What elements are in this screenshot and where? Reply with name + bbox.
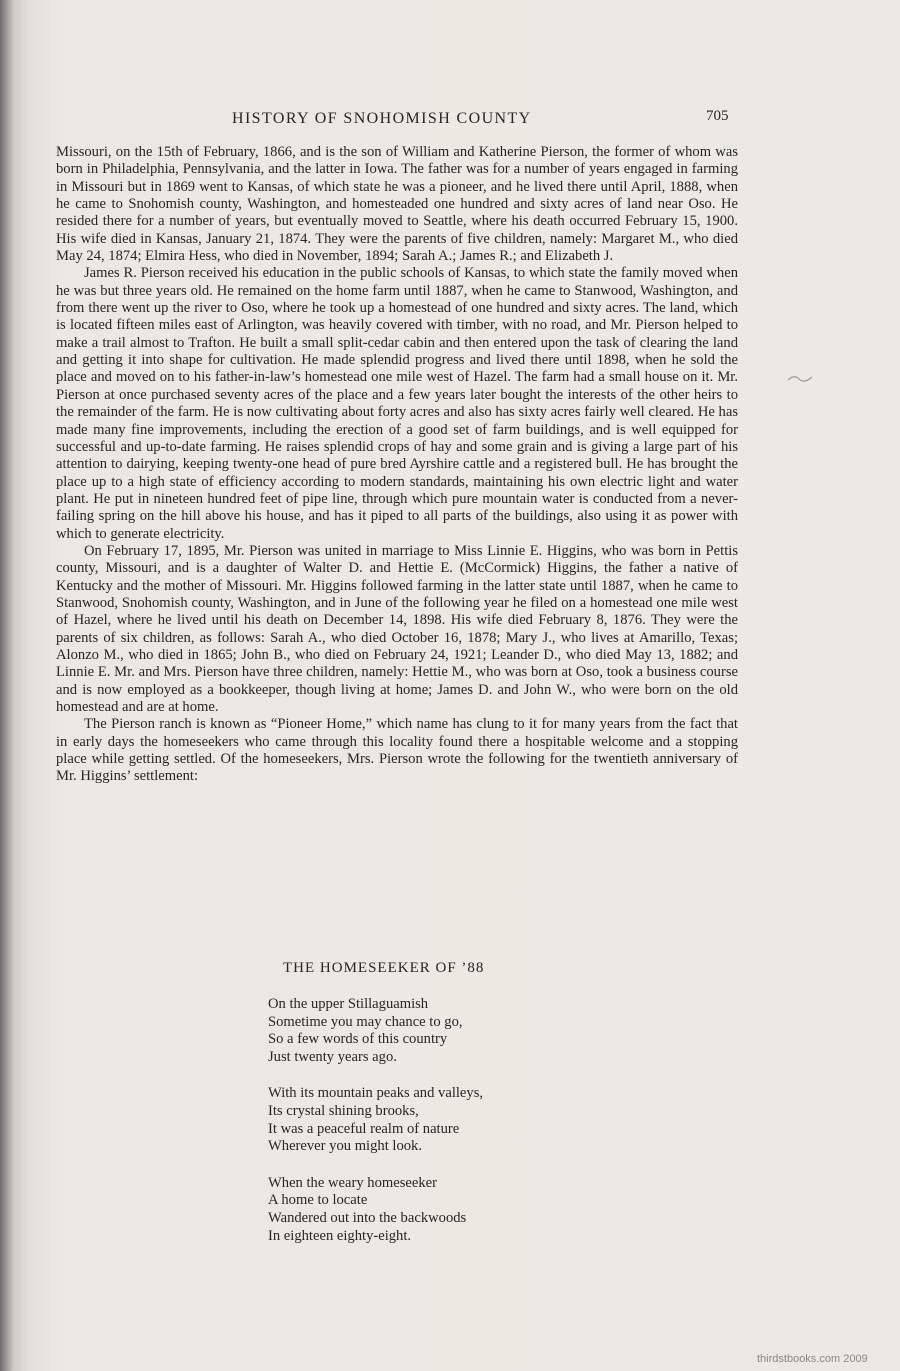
body-text: [56, 144, 738, 786]
paragraph-1: Missouri, on the 15th of February, 1866, and is the son of William and Katherine Pierson, the former of whom was born in Philadelphia, Pennsylvania, and the latter in Iowa. The father was for a number of years engaged in farming in Missouri but in 1869 went to Kansas, of which state he was a pioneer, and he lived there until April, 1888, when he came to Snohomish county, Washington, and homesteaded one hundred and sixty acres of land near Oso. He resided there for a number of years, but eventually moved to Seattle, where his death occurred February 15, 1900. His wife died in Kansas, January 21, 1874. They were the parents of five children, namely: Margaret M., who died May 24, 1874; Elmira Hess, who died in November, 1894; Sarah A.; James R.; and Elizabeth J.: [56, 144, 738, 265]
poem-line: When the weary homeseeker: [268, 1174, 437, 1191]
page-number: 705: [706, 108, 729, 124]
poem-line: With its mountain peaks and valleys,: [268, 1085, 484, 1102]
poem-line: Just twenty years ago.: [268, 1048, 397, 1065]
poem-title: THE HOMESEEKER OF ’88: [283, 960, 485, 976]
poem-line: Its crystal shining brooks,: [268, 1102, 419, 1119]
poem-line: So a few words of this country: [268, 1031, 448, 1048]
poem-stanza-2: [268, 1085, 598, 1155]
running-head-title: HISTORY OF SNOHOMISH COUNTY: [232, 110, 532, 127]
poem-line: Wandered out into the backwoods: [268, 1209, 467, 1226]
paragraph-2: James R. Pierson received his education in the public schools of Kansas, to which state the family moved when he was but three years old. He remained on the home farm until 1887, when he came to Stanwood, Washington, and from there went up the river to Oso, where he took up a homestead of one hundred and sixty acres. The land, which is located fifteen miles east of Arlington, was heavily covered with timber, with no road, and Mr. Pierson helped to make a trail almost to Trafton. He built a small split-cedar cabin and then entered upon the task of clearing the land and getting it into shape for cultivation. He made splendid progress and lived there until 1898, when he sold the place and moved on to his father-in-law’s homestead one mile west of Hazel. The farm had a small house on it. Mr. Pierson at once purchased seventy acres of the place and a few years later bought the interests of the other heirs to the remainder of the farm. He is now cultivating about forty acres and also has sixty acres fairly well cleared. He has made many fine improvements, including the erection of a good set of farm buildings, and is well equipped for successful and up-to-date farming. He raises splendid crops of hay and some grain and is giving a large part of his attention to dairying, keeping twenty-one head of pure bred Ayrshire cattle and a registered bull. He has brought the place up to a high state of efficiency according to modern standards, maintaining his own electric light and water plant. He put in nineteen hundred feet of pipe line, through which pure mountain water is conducted from a never-failing spring on the hill above his house, and has it piped to all parts of the buildings, also using it as power with which to generate electricity.: [56, 265, 738, 542]
watermark: thirdstbooks.com 2009: [757, 1353, 868, 1365]
poem-line: On the upper Stillaguamish: [268, 996, 429, 1012]
poem-stanza-3: [268, 1175, 598, 1245]
poem: [268, 996, 598, 1264]
poem-line: Wherever you might look.: [268, 1138, 423, 1155]
paragraph-3: On February 17, 1895, Mr. Pierson was united in marriage to Miss Linnie E. Higgins, who was born in Pettis county, Missouri, and is a daughter of Walter D. and Hettie E. (McCormick) Higgins, the father a native of Kentucky and the mother of Missouri. Mr. Higgins followed farming in the latter state until 1887, when he came to Stanwood, Snohomish county, Washington, and in June of the following year he filed on a homestead one mile west of Hazel, where he lived until his death on December 14, 1898. His wife died February 8, 1876. They were the parents of six children, as follows: Sarah A., who died October 16, 1878; Mary J., who lives at Amarillo, Texas; Alonzo M., who died in 1865; John B., who died on February 24, 1921; Leander D., who died May 13, 1882; and Linnie E. Mr. and Mrs. Pierson have three children, namely: Hettie M., who was born at Oso, took a business course and is now employed as a bookkeeper, though living at home; James D. and John W., who were born on the old homestead and are at home.: [56, 542, 738, 715]
pencil-mark-icon: [786, 372, 816, 384]
poem-line: It was a peaceful realm of nature: [268, 1120, 460, 1137]
poem-line: A home to locate: [268, 1192, 368, 1209]
poem-stanza-1: [268, 996, 598, 1066]
poem-line: In eighteen eighty-eight.: [268, 1227, 412, 1244]
poem-line: Sometime you may chance to go,: [268, 1013, 463, 1030]
paragraph-4: The Pierson ranch is known as “Pioneer Home,” which name has clung to it for many years from the fact that in early days the homeseekers who came through this locality found there a hospitable welcome and a stopping place while getting settled. Of the homeseekers, Mrs. Pierson wrote the following for the twentieth anniversary of Mr. Higgins’ settlement:: [56, 716, 738, 785]
